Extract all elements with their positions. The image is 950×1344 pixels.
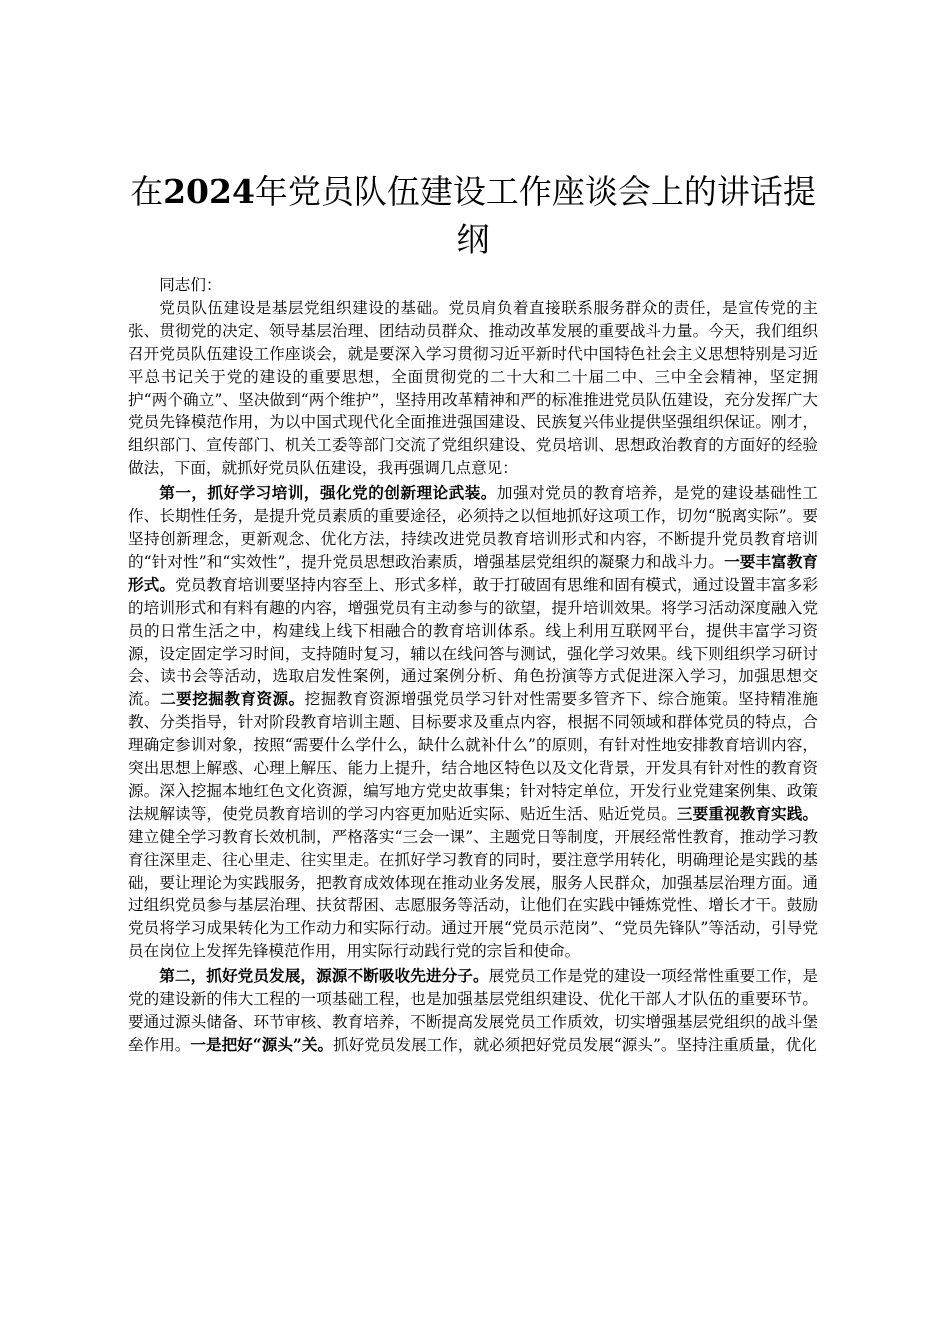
section-2-sub-1: 一是把好“源头”关。 (190, 1034, 334, 1054)
section-2-paragraph (128, 965, 818, 1057)
section-1-sub-3: 三要重视教育实践。 (676, 803, 818, 823)
section-1-sub-1: 一要丰富教育形式。 (128, 551, 818, 594)
title-suffix: 年党员队伍建设工作座谈会上的讲话提纲 (254, 172, 816, 259)
section-2-heading: 第二，抓好党员发展，源源不断吸收先进分子。 (159, 966, 489, 986)
section-1-sub-2: 二要挖掘教育资源。 (160, 689, 305, 709)
section-2-text-1: 展党员工作是党的建设一项经常性重要工作，是党的建设新的伟大工程的一项基础工程，也是加强基层党组织建设、优化干部人才队伍的重要环节。要通过源头储备、环节审核、教育培养，不断提高发展党员工作质效，切实增强基层党组织的战斗堡垒作用。 (128, 967, 818, 1054)
document-title (128, 168, 818, 264)
document-body (128, 274, 818, 1057)
section-1-text-4: 建立健全学习教育长效机制，严格落实“三会一课”、主题党日等制度，开展经常性教育，推动学习教育往深里走、往心里走、往实里走。在抓好学习教育的同时，要注意学用转化，明确理论是实践的基础，要让理论为实践服务，把教育成效体现在推动业务发展，服务人民群众，加强基层治理方面。通过组织党员参与基层治理、扶贫帮困、志愿服务等活动，让他们在实践中锤炼党性、增长才干。鼓励党员将学习成果转化为工作动力和实际行动。通过开展“党员示范岗”、“党员先锋队”等活动，引导党员在岗位上发挥先锋模范作用，用实际行动践行党的宗旨和使命。 (128, 827, 818, 961)
section-1-text-2: 党员教育培训要坚持内容至上、形式多样，敢于打破固有思维和固有模式，通过设置丰富多彩的培训形式和有料有趣的内容，增强党员有主动参与的欲望，提升培训效果。将学习活动深度融入党员的日常生活之中，构建线上线下相融合的教育培训体系。线上利用互联网平台，提供丰富学习资源，设定固定学习时间，支持随时复习，辅以在线问答与测试，强化学习效果。线下则组织学习研讨会、读书会等活动，选取启发性案例，通过案例分析、角色扮演等方式促进深入学习，加强思想交流。 (128, 575, 818, 709)
section-1-paragraph (128, 482, 818, 963)
intro-paragraph: 党员队伍建设是基层党组织建设的基础。党员肩负着直接联系服务群众的责任，是宣传党的主张、贯彻党的决定、领导基层治理、团结动员群众、推动改革发展的重要战斗力量。今天，我们组织召开党员队伍建设工作座谈会，就是要深入学习贯彻习近平新时代中国特色社会主义思想特别是习近平总书记关于党的建设的重要思想，全面贯彻党的二十大和二十届二中、三中全会精神，坚定拥护“两个确立”、坚决做到“两个维护”，坚持用改革精神和严的标准推进党员队伍建设，充分发挥广大党员先锋模范作用，为以中国式现代化全面推进强国建设、民族复兴伟业提供坚强组织保证。刚才，组织部门、宣传部门、机关工委等部门交流了党组织建设、党员培训、思想政治教育的方面好的经验做法，下面，就抓好党员队伍建设，我再强调几点意见： (128, 298, 818, 478)
section-1-heading: 第一，抓好学习培训，强化党的创新理论武装。 (159, 483, 497, 503)
title-prefix: 在 (130, 172, 164, 211)
salutation: 同志们： (159, 276, 222, 294)
document-page (128, 168, 818, 1057)
title-year: 2024 (163, 172, 255, 211)
section-2-text-2: 抓好党员发展工作，就必须把好党员发展“源头”。坚持注重质量，优化 (333, 1035, 817, 1054)
section-1-text-1: 加强对党员的教育培养，是党的建设基础性工作、长期性任务，是提升党员素质的重要途径，必须持之以恒地抓好这项工作，切勿“脱离实际”。要坚持创新理念，更新观念、优化方法，持续改进党员教育培训形式和内容，不断提升党员教育培训的“针对性”和“实效性”，提升党员思想政治素质，增强基层党组织的凝聚力和战斗力。 (128, 484, 818, 571)
section-1-text-3: 挖掘教育资源增强党员学习针对性需要多管齐下、综合施策。坚持精准施教、分类指导，针对阶段教育培训主题、目标要求及重点内容，根据不同领域和群体党员的特点，合理确定参训对象，按照“需要什么学什么，缺什么就补什么”的原则，有针对性地安排教育培训内容，突出思想上解惑、心理上解压、能力上提升，结合地区特色以及文化背景，开发具有针对性的教育资源。深入挖掘本地红色文化资源，编写地方党史故事集；针对特定单位，开发行业党建案例集、政策法规解读等，使党员教育培训的学习内容更加贴近实际、贴近生活、贴近党员。 (128, 690, 818, 823)
